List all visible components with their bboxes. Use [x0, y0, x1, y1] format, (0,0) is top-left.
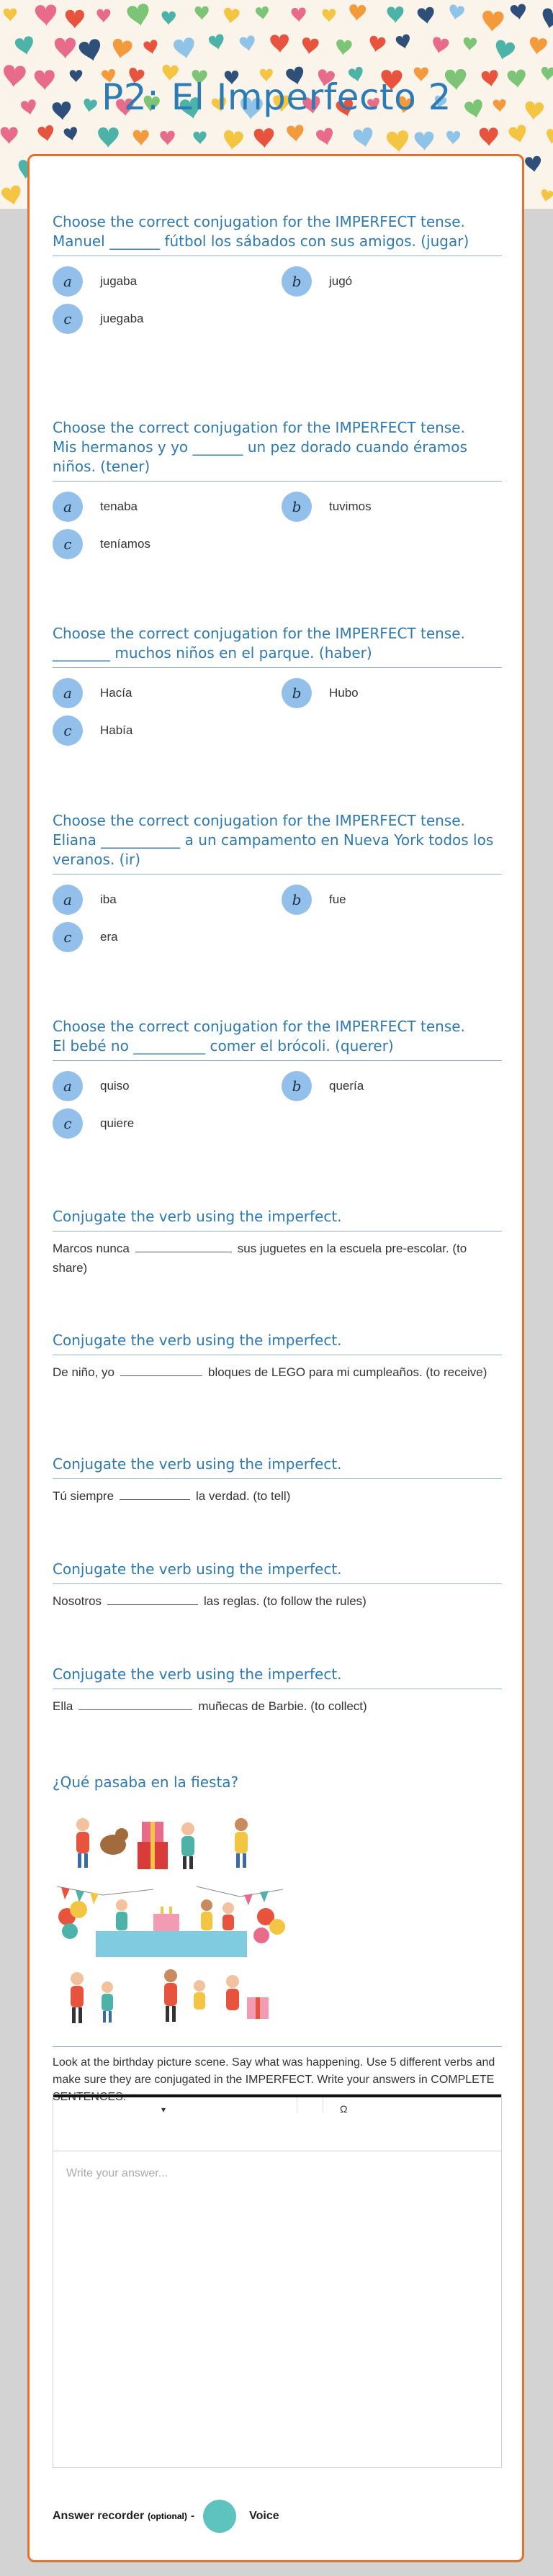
option-label: jugaba	[100, 274, 138, 288]
option-label: Hacía	[100, 686, 132, 700]
heart-shape	[493, 39, 516, 62]
kid-figure	[71, 1972, 84, 2023]
heart-shape	[98, 127, 119, 148]
heart-shape	[291, 7, 306, 22]
answer-blank[interactable]	[135, 1239, 232, 1252]
question-instruction: Conjugate the verb using the imperfect.	[53, 1455, 342, 1473]
divider	[53, 1583, 502, 1584]
heart-shape	[463, 37, 477, 51]
question-instruction: Conjugate the verb using the imperfect.	[53, 1560, 342, 1578]
option-badge: c	[53, 304, 83, 334]
heart-shape	[387, 6, 404, 24]
heart-shape	[63, 127, 79, 143]
sentence-start: Ella	[53, 1699, 73, 1713]
heart-shape	[208, 33, 226, 51]
heart-shape	[126, 3, 152, 29]
kid-figure	[201, 1899, 212, 1930]
heart-shape	[448, 4, 465, 22]
option-badge: b	[282, 885, 312, 915]
heart-shape	[255, 6, 269, 20]
heart-shape	[270, 34, 289, 53]
page-title: P2: El Imperfecto 2	[102, 76, 451, 118]
heart-shape	[253, 128, 274, 149]
option-badge: c	[53, 922, 83, 952]
option-badge: b	[282, 266, 312, 297]
option-badge: c	[53, 529, 83, 559]
answer-blank[interactable]	[120, 1486, 190, 1500]
option-label: quiso	[100, 1079, 130, 1093]
worksheet-card	[27, 154, 524, 2562]
kid-figure	[226, 1975, 239, 2010]
dog-figure	[100, 1828, 128, 1855]
gift-box	[247, 1997, 269, 2019]
kid-figure	[222, 1902, 234, 1930]
party-illustration	[53, 1809, 290, 2039]
mc-question-5	[53, 1017, 502, 1147]
sentence-start: De niño, yo	[53, 1365, 114, 1379]
heart-shape	[0, 127, 17, 144]
heart-shape	[14, 35, 36, 57]
option-label: fue	[329, 892, 346, 906]
fill-question-2	[53, 1331, 502, 1382]
answer-editor[interactable]	[53, 2094, 502, 2468]
answer-blank[interactable]	[78, 1696, 192, 1710]
sentence-end: muñecas de Barbie. (to collect)	[198, 1699, 367, 1713]
option-label: Había	[100, 723, 133, 737]
option-badge: c	[53, 1108, 83, 1139]
option-b[interactable]	[282, 678, 359, 708]
option-label: teníamos	[100, 537, 150, 551]
fill-question-3	[53, 1455, 502, 1506]
heart-shape	[110, 38, 133, 61]
question-instruction: Choose the correct conjugation for the IMPERFECT tense.	[53, 213, 465, 230]
sentence-end: las reglas. (to follow the rules)	[204, 1594, 367, 1608]
heart-shape	[194, 6, 209, 21]
option-badge: a	[53, 492, 83, 522]
option-c[interactable]	[53, 1108, 134, 1139]
heart-shape	[193, 131, 207, 145]
question-instruction: Conjugate the verb using the imperfect.	[53, 1332, 342, 1349]
heart-shape	[160, 130, 175, 145]
sentence-end: sus juguetes en la escuela pre-escolar. (to share)	[53, 1242, 467, 1275]
mc-question-2	[53, 418, 502, 568]
omega-icon[interactable]: Ω	[340, 2103, 348, 2115]
option-b[interactable]	[282, 1071, 364, 1101]
question-instruction: Choose the correct conjugation for the IMPERFECT tense.	[53, 812, 465, 829]
heart-shape	[78, 38, 104, 64]
sentence-start: Marcos nunca	[53, 1242, 130, 1255]
option-b[interactable]	[282, 885, 346, 915]
heart-shape	[1, 184, 24, 207]
question-instruction: Choose the correct conjugation for the IMPERFECT tense.	[53, 1018, 465, 1035]
divider	[53, 1060, 502, 1061]
option-a[interactable]	[53, 266, 137, 297]
divider	[53, 874, 502, 875]
recorder-optional: (optional)	[148, 2511, 187, 2521]
heart-shape	[161, 11, 176, 25]
option-label: quería	[329, 1079, 364, 1093]
heart-shape	[315, 127, 336, 147]
mc-question-3	[53, 624, 502, 754]
heart-shape	[524, 155, 542, 173]
option-badge: a	[53, 1071, 83, 1101]
heart-shape	[417, 6, 436, 25]
option-c[interactable]	[53, 715, 132, 746]
question-instruction: Choose the correct conjugation for the IMPERFECT tense.	[53, 419, 465, 436]
kid-figure	[76, 1818, 89, 1868]
answer-recorder	[53, 2500, 279, 2533]
option-badge: a	[53, 678, 83, 708]
kid-figure	[102, 1981, 113, 2023]
heart-shape	[239, 35, 257, 53]
heart-shape	[287, 125, 305, 143]
heart-shape	[482, 10, 504, 32]
option-badge: c	[53, 715, 83, 746]
editor-toolbar	[53, 2094, 501, 2151]
heart-shape	[395, 34, 413, 51]
kid-figure	[194, 1980, 205, 2010]
option-a[interactable]	[53, 1071, 130, 1101]
writing-instructions: Look at the birthday picture scene. Say what was happening. Use 5 different verbs and make sure they are conjugated in the IMPERFECT. Write your answers in COMPLETE SENTENCES.	[53, 2056, 495, 2103]
heart-shape	[222, 130, 244, 151]
heart-shape	[431, 36, 450, 55]
kid-figure	[116, 1899, 127, 1930]
question-instruction: Choose the correct conjugation for the IMPERFECT tense.	[53, 625, 465, 642]
recorder-label: Answer recorder	[53, 2510, 145, 2522]
writing-heading: ¿Qué pasaba en la fiesta?	[53, 1773, 239, 1791]
divider	[53, 667, 502, 668]
bunting	[57, 1886, 283, 1905]
option-a[interactable]	[53, 885, 117, 915]
record-button[interactable]	[203, 2500, 236, 2533]
heart-shape	[544, 128, 553, 146]
fill-question-1	[53, 1207, 502, 1278]
heart-shape	[446, 131, 460, 145]
heart-shape	[301, 37, 320, 55]
question-instruction: Conjugate the verb using the imperfect.	[53, 1666, 342, 1683]
heart-shape	[349, 4, 366, 22]
divider	[53, 1478, 502, 1479]
answer-textarea[interactable]: Write your answer...	[66, 2167, 168, 2179]
heart-shape	[386, 130, 410, 154]
fill-sentence	[53, 1486, 502, 1506]
fill-sentence	[53, 1591, 502, 1611]
divider	[53, 481, 502, 482]
answer-blank[interactable]	[107, 1591, 198, 1605]
heart-shape	[335, 39, 352, 56]
kid-figure	[235, 1818, 248, 1868]
mc-question-1	[53, 212, 502, 343]
format-dropdown[interactable]: ▾	[161, 2105, 166, 2115]
fill-sentence	[53, 1362, 502, 1382]
question-prompt: Eliana ___________ a un campamento en Nueva York todos los veranos. (ir)	[53, 831, 494, 868]
heart-shape	[510, 4, 527, 21]
heart-shape	[35, 4, 57, 27]
gift-stack	[138, 1822, 168, 1869]
recorder-dash: -	[190, 2510, 195, 2522]
divider	[53, 2046, 502, 2047]
option-label: tuvimos	[329, 500, 372, 513]
heart-shape	[143, 39, 159, 55]
option-badge: b	[282, 678, 312, 708]
option-b[interactable]	[282, 266, 352, 297]
heart-shape	[222, 7, 240, 24]
heart-shape	[480, 127, 499, 147]
sentence-start: Tú siempre	[53, 1489, 114, 1503]
option-badge: b	[282, 1071, 312, 1101]
question-prompt: El bebé no __________ comer el brócoli. (querer)	[53, 1037, 394, 1054]
option-label: iba	[100, 892, 117, 906]
fill-sentence	[53, 1239, 502, 1278]
fill-sentence	[53, 1696, 502, 1716]
fill-question-5	[53, 1665, 502, 1716]
heart-shape	[508, 124, 529, 145]
answer-blank[interactable]	[120, 1362, 202, 1376]
option-c[interactable]	[53, 922, 118, 952]
option-a[interactable]	[53, 678, 132, 708]
voice-label: Voice	[249, 2510, 279, 2522]
question-prompt: Manuel _______ fútbol los sábados con sus amigos. (jugar)	[53, 232, 469, 250]
sentence-end: bloques de LEGO para mi cumpleaños. (to receive)	[208, 1365, 487, 1379]
option-label: Hubo	[329, 686, 359, 700]
question-instruction: Conjugate the verb using the imperfect.	[53, 1208, 342, 1225]
heart-shape	[322, 9, 336, 22]
heart-shape	[528, 37, 547, 56]
heart-shape	[133, 130, 149, 145]
option-label: quiere	[100, 1116, 135, 1130]
heart-shape	[55, 37, 76, 59]
sentence-start: Nosotros	[53, 1594, 102, 1608]
mc-question-4	[53, 811, 502, 961]
kid-figure	[164, 1969, 177, 2022]
option-c[interactable]	[53, 529, 150, 559]
sentence-end: la verdad. (to tell)	[196, 1489, 291, 1503]
option-label: era	[100, 930, 118, 944]
option-b[interactable]	[282, 492, 372, 522]
option-label: tenaba	[100, 500, 138, 513]
heart-shape	[4, 8, 17, 22]
heart-shape	[96, 9, 110, 23]
option-c[interactable]	[53, 304, 144, 334]
option-badge: b	[282, 492, 312, 522]
heart-shape	[367, 35, 386, 54]
option-label: juegaba	[100, 312, 144, 325]
heart-shape	[173, 37, 197, 61]
option-label: jugó	[329, 274, 353, 288]
heart-shape	[66, 10, 84, 29]
heart-shape	[414, 132, 434, 152]
option-badge: a	[53, 885, 83, 915]
heart-shape	[539, 189, 553, 203]
writing-section	[53, 1773, 502, 1792]
heart-shape	[539, 7, 553, 31]
kid-figure	[181, 1822, 194, 1869]
option-a[interactable]	[53, 492, 138, 522]
question-prompt: ________ muchos niños en el parque. (haber)	[53, 644, 372, 661]
option-badge: a	[53, 266, 83, 297]
heart-shape	[352, 127, 375, 150]
fill-question-4	[53, 1560, 502, 1611]
question-prompt: Mis hermanos y yo _______ un pez dorado cuando éramos niños. (tener)	[53, 438, 467, 475]
heart-shape	[37, 125, 56, 143]
